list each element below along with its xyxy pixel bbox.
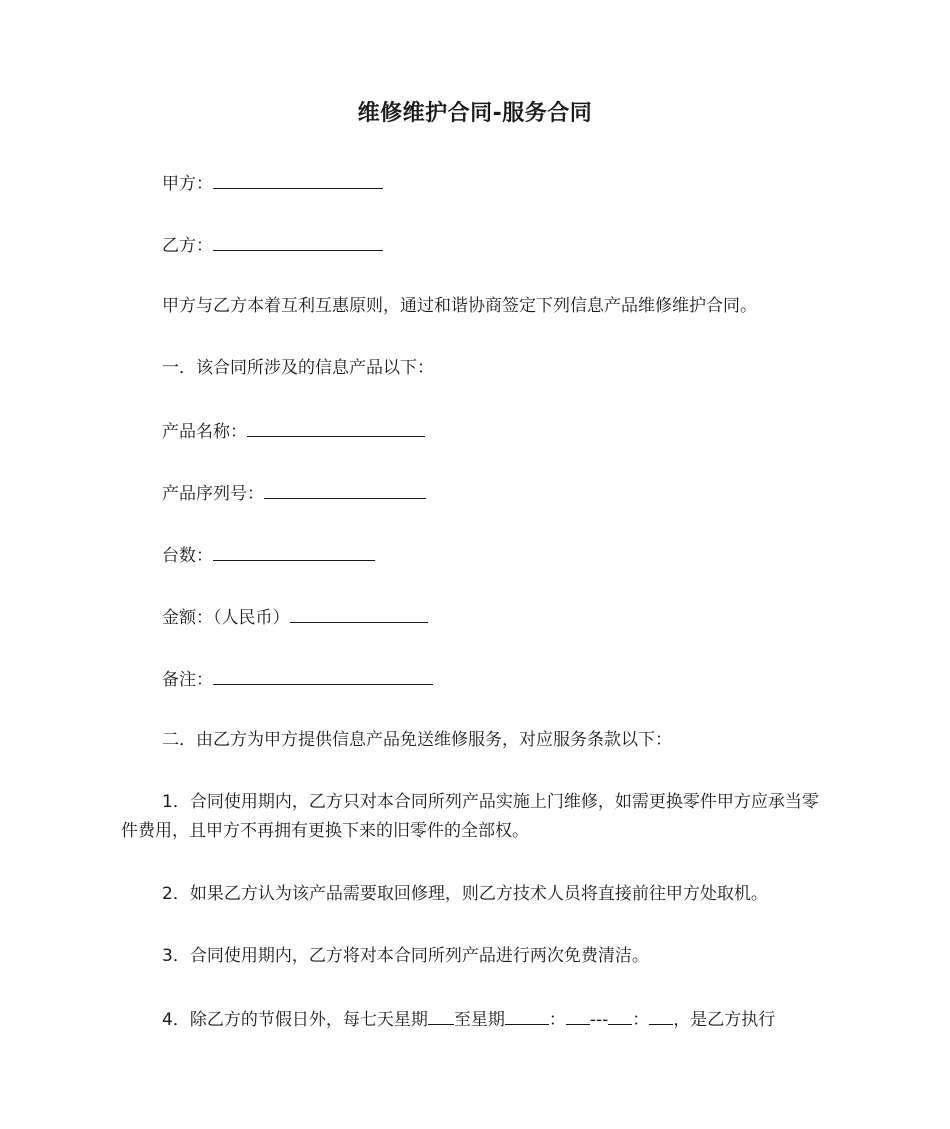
clause-4-blank-end <box>649 1004 673 1025</box>
intro-text: 甲方与乙方本着互利互惠原则，通过和谐协商签定下列信息产品维修维护合同。 <box>162 296 757 316</box>
party-b-blank <box>213 230 383 251</box>
clause-4-blank-hour-start <box>566 1004 590 1025</box>
clause-4-suffix: ，是乙方执行 <box>673 1010 776 1030</box>
document-title: 维修维护合同-服务合同 <box>357 101 593 126</box>
clause-3: 3．合同使用期内，乙方将对本合同所列产品进行两次免费清洁。 <box>162 946 649 966</box>
product-name-line <box>162 416 425 446</box>
quantity-line <box>162 540 375 570</box>
clause-4-blank-min-start <box>608 1004 632 1025</box>
clause-1: 1．合同使用期内，乙方只对本合同所列产品实施上门维修，如需更换零件甲方应承当零件费用，且甲方不再拥有更换下来的旧零件的全部权。 <box>121 792 819 841</box>
section-1-heading: 一．该合同所涉及的信息产品以下： <box>162 358 434 378</box>
clause-2: 2．如果乙方认为该产品需要取回修理，则乙方技术人员将直接前往甲方处取机。 <box>162 884 768 904</box>
party-b-label: 乙方： <box>162 236 213 256</box>
clause-4-to: 至星期 <box>453 1010 505 1030</box>
clause-4-dash: --- <box>589 1010 609 1030</box>
remarks-label: 备注： <box>162 670 213 690</box>
serial-blank <box>264 478 426 499</box>
product-name-label: 产品名称： <box>162 422 247 442</box>
clause-4-colon-1: ： <box>548 1010 566 1030</box>
party-a-blank <box>213 168 383 189</box>
clause-4-colon-2: ： <box>632 1010 650 1030</box>
quantity-blank <box>213 540 375 561</box>
serial-label: 产品序列号： <box>162 484 264 504</box>
amount-line <box>162 602 428 632</box>
clause-4-prefix: 4．除乙方的节假日外，每七天星期 <box>162 1010 428 1030</box>
serial-line <box>162 478 426 508</box>
amount-label: 金额：（人民币） <box>162 608 290 628</box>
remarks-line <box>162 664 433 694</box>
clause-4-blank-day-from <box>428 1004 454 1025</box>
remarks-blank <box>213 664 433 685</box>
quantity-label: 台数： <box>162 546 213 566</box>
party-a-label: 甲方： <box>162 174 213 194</box>
amount-blank <box>290 602 428 623</box>
clause-4-blank-day-to <box>505 1004 549 1025</box>
section-2-heading: 二．由乙方为甲方提供信息产品免送维修服务，对应服务条款以下： <box>162 730 672 750</box>
product-name-blank <box>247 416 425 437</box>
clause-4 <box>162 1004 775 1034</box>
party-a-line <box>162 168 383 198</box>
party-b-line <box>162 230 383 260</box>
